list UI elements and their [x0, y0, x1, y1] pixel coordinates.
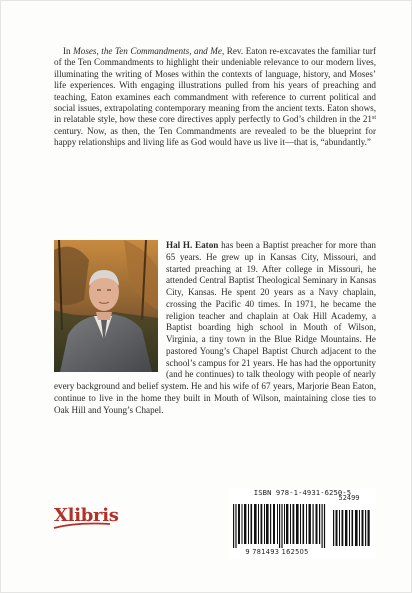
logo-swoosh-icon — [52, 522, 112, 530]
isbn-text: ISBN 978-1-4931-6250-5 — [253, 488, 352, 497]
ordinal-suffix: st — [371, 115, 376, 122]
barcode-addon: 52499 — [338, 494, 360, 502]
barcode — [229, 488, 376, 559]
bio-text: has been a Baptist preacher for more than 65 years. He grew up in Kansas City, Missouri, and started preaching at 19. After college in Missouri, he attended Central Baptist Theological Seminary in Kansas City, Kansas. He spent 20 years as a Navy chaplain, crossing the Pacific 40 times. In 1971, he became the religion teacher and chaplain at Oak Hill Academy, a Baptist boarding high school in Mouth of Wilson, Virginia, a tiny town in the Blue Ridge Mountains. He pastored Young’s Chapel Baptist Church adjacent to the school’s campus for 21 years. He has had the opportunity (and he continues) to talk theology with people of nearly every background and belief system. He and his wife of 67 years, Marjorie Bean Eaton, continue to live in the home they built in Mouth of Wilson, maintaining close ties to Oak Hill and Young’s Chapel. — [54, 240, 376, 415]
blurb-intro: In — [63, 46, 74, 56]
barcode-digits: 9 781493 162505 — [245, 548, 309, 556]
book-description — [54, 46, 376, 149]
blurb-text-2: century. Now, as then, the Ten Commandments are revealed to be the blueprint for happy relationships and living life as God would have us live it—that is, “abundantly.” — [54, 125, 376, 148]
book-title: Moses, the Ten Commandments, and Me — [73, 46, 222, 56]
barcode-bars-icon — [233, 498, 373, 548]
author-bio — [54, 240, 376, 416]
photo-spacer — [54, 240, 158, 372]
blurb-text-1: , Rev. Eaton re-excavates the familiar turf of the Ten Commandments to highlight their undeniable relevance to our modern lives, illuminating the writing of Moses within the contexts of language, history, and Moses’ life experiences. With engaging illustrations pulled from his years of preaching and teaching, Eaton examines each commandment with reference to current political and social issues, extrapolating contemporary meaning from the ancient texts. Eaton shows, in relatable style, how these core directives apply perfectly to God’s children in the 21 — [54, 46, 376, 125]
publisher-logo: Xlibris — [54, 505, 119, 526]
author-name: Hal H. Eaton — [166, 240, 219, 250]
